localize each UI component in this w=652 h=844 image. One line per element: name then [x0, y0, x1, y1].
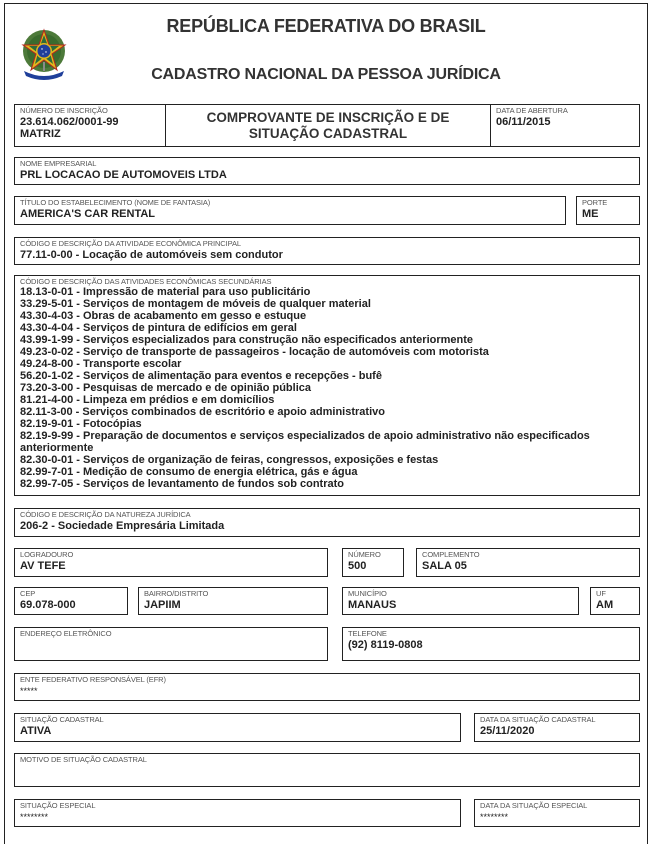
telefone-label: TELEFONE	[348, 629, 387, 638]
logradouro-label: LOGRADOURO	[20, 550, 74, 559]
endereco-eletronico-box	[14, 627, 328, 661]
atividade-principal-label: CÓDIGO E DESCRIÇÃO DA ATIVIDADE ECONÔMICA PRINCIPAL	[20, 239, 241, 248]
atividades-secundarias-list	[20, 286, 634, 490]
header-title: REPÚBLICA FEDERATIVA DO BRASIL	[166, 16, 486, 36]
endereco-eletronico-label: ENDEREÇO ELETRÔNICO	[20, 629, 112, 638]
atividade-secundaria-item: 82.19-9-01 - Fotocópias	[20, 418, 142, 430]
numero-label: NÚMERO	[348, 550, 381, 559]
atividade-secundaria-item: 81.21-4-00 - Limpeza em prédios e em domicílios	[20, 394, 275, 406]
porte-label: PORTE	[582, 198, 608, 207]
abertura-value: 06/11/2015	[496, 116, 551, 128]
data-situacao-cadastral-value: 25/11/2020	[480, 725, 535, 737]
natureza-juridica-label: CÓDIGO E DESCRIÇÃO DA NATUREZA JURÍDICA	[20, 510, 191, 519]
telefone-box	[342, 627, 640, 661]
comprovante-title-text: COMPROVANTE DE INSCRIÇÃO E DE SITUAÇÃO CADASTRAL	[206, 109, 450, 141]
data-situacao-especial-label: DATA DA SITUAÇÃO ESPECIAL	[480, 801, 588, 810]
situacao-cadastral-value: ATIVA	[20, 725, 52, 737]
atividade-principal-value: 77.11-0-00 - Locação de automóveis sem condutor	[20, 249, 283, 261]
uf-box	[590, 587, 640, 615]
atividade-secundaria-item: 43.30-4-04 - Serviços de pintura de edifícios em geral	[20, 322, 297, 334]
data-situacao-cadastral-box	[474, 713, 640, 742]
uf-label: UF	[596, 589, 606, 598]
atividades-secundarias-box	[14, 275, 640, 496]
nome-empresarial-value: PRL LOCACAO DE AUTOMOVEIS LTDA	[20, 169, 227, 181]
efr-label: ENTE FEDERATIVO RESPONSÁVEL (EFR)	[20, 675, 166, 684]
atividade-secundaria-item: 49.23-0-02 - Serviço de transporte de passageiros - locação de automóveis com motorista	[20, 346, 489, 358]
atividade-secundaria-item: 82.99-7-01 - Medição de consumo de energia elétrica, gás e água	[20, 466, 358, 478]
numero-box	[342, 548, 404, 577]
porte-box	[576, 196, 640, 225]
cep-label: CEP	[20, 589, 36, 598]
atividade-secundaria-item: 49.24-8-00 - Transporte escolar	[20, 358, 182, 370]
inscricao-box	[14, 104, 166, 147]
situacao-especial-box	[14, 799, 461, 827]
atividade-secundaria-item: 43.30-4-03 - Obras de acabamento em gesso e estuque	[20, 310, 307, 322]
header-subtitle: CADASTRO NACIONAL DA PESSOA JURÍDICA	[151, 66, 501, 83]
atividade-secundaria-item: 82.30-0-01 - Serviços de organização de feiras, congressos, exposições e festas	[20, 454, 439, 466]
situacao-especial-value: ********	[20, 812, 49, 822]
efr-box	[14, 673, 640, 701]
municipio-label: MUNICÍPIO	[348, 589, 387, 598]
data-situacao-especial-box	[474, 799, 640, 827]
situacao-especial-label: SITUAÇÃO ESPECIAL	[20, 801, 96, 810]
cep-box	[14, 587, 128, 615]
atividades-secundarias-label: CÓDIGO E DESCRIÇÃO DAS ATIVIDADES ECONÔMICAS SECUNDÁRIAS	[20, 277, 272, 286]
atividade-secundaria-item: 18.13-0-01 - Impressão de material para uso publicitário	[20, 286, 311, 298]
natureza-juridica-value: 206-2 - Sociedade Empresária Limitada	[20, 520, 225, 532]
inscricao-label: NÚMERO DE INSCRIÇÃO	[20, 106, 108, 115]
nome-empresarial-label: NOME EMPRESARIAL	[20, 159, 97, 168]
motivo-situacao-label: MOTIVO DE SITUAÇÃO CADASTRAL	[20, 755, 147, 764]
porte-value: ME	[582, 208, 599, 220]
municipio-value: MANAUS	[348, 599, 397, 611]
inscricao-type: MATRIZ	[20, 128, 61, 140]
complemento-value: SALA 05	[422, 560, 467, 572]
abertura-box	[490, 104, 640, 147]
situacao-cadastral-box	[14, 713, 461, 742]
logradouro-box	[14, 548, 328, 577]
nome-empresarial-box	[14, 157, 640, 185]
motivo-situacao-box	[14, 753, 640, 787]
atividade-secundaria-item: 82.19-9-99 - Preparação de documentos e serviços especializados de apoio administrativo não especificados anteriormente	[20, 430, 590, 454]
bairro-label: BAIRRO/DISTRITO	[144, 589, 209, 598]
situacao-cadastral-label: SITUAÇÃO CADASTRAL	[20, 715, 104, 724]
atividade-secundaria-item: 43.99-1-99 - Serviços especializados para construção não especificados anteriormente	[20, 334, 474, 346]
titulo-value: AMERICA'S CAR RENTAL	[20, 208, 156, 220]
titulo-box	[14, 196, 566, 225]
titulo-label: TÍTULO DO ESTABELECIMENTO (NOME DE FANTASIA)	[20, 198, 211, 207]
atividade-secundaria-item: 33.29-5-01 - Serviços de montagem de móveis de qualquer material	[20, 298, 371, 310]
cep-value: 69.078-000	[20, 599, 76, 611]
data-situacao-cadastral-label: DATA DA SITUAÇÃO CADASTRAL	[480, 715, 596, 724]
uf-value: AM	[596, 599, 614, 611]
complemento-box	[416, 548, 640, 577]
numero-value: 500	[348, 560, 367, 572]
comprovante-title	[165, 104, 491, 147]
atividade-secundaria-item: 82.99-7-05 - Serviços de levantamento de fundos sob contrato	[20, 478, 344, 490]
atividade-secundaria-item: 82.11-3-00 - Serviços combinados de escritório e apoio administrativo	[20, 406, 385, 418]
atividade-principal-box	[14, 237, 640, 265]
natureza-juridica-box	[14, 508, 640, 537]
atividade-secundaria-item: 56.20-1-02 - Serviços de alimentação para eventos e recepções - bufê	[20, 370, 382, 382]
data-situacao-especial-value: ********	[480, 812, 509, 822]
complemento-label: COMPLEMENTO	[422, 550, 480, 559]
inscricao-value: 23.614.062/0001-99	[20, 116, 119, 128]
bairro-value: JAPIIM	[144, 599, 181, 611]
abertura-label: DATA DE ABERTURA	[496, 106, 568, 115]
telefone-value: (92) 8119-0808	[348, 639, 423, 651]
bairro-box	[138, 587, 328, 615]
atividade-secundaria-item: 73.20-3-00 - Pesquisas de mercado e de opinião pública	[20, 382, 311, 394]
logradouro-value: AV TEFE	[20, 560, 66, 572]
efr-value: *****	[20, 686, 38, 696]
municipio-box	[342, 587, 579, 615]
